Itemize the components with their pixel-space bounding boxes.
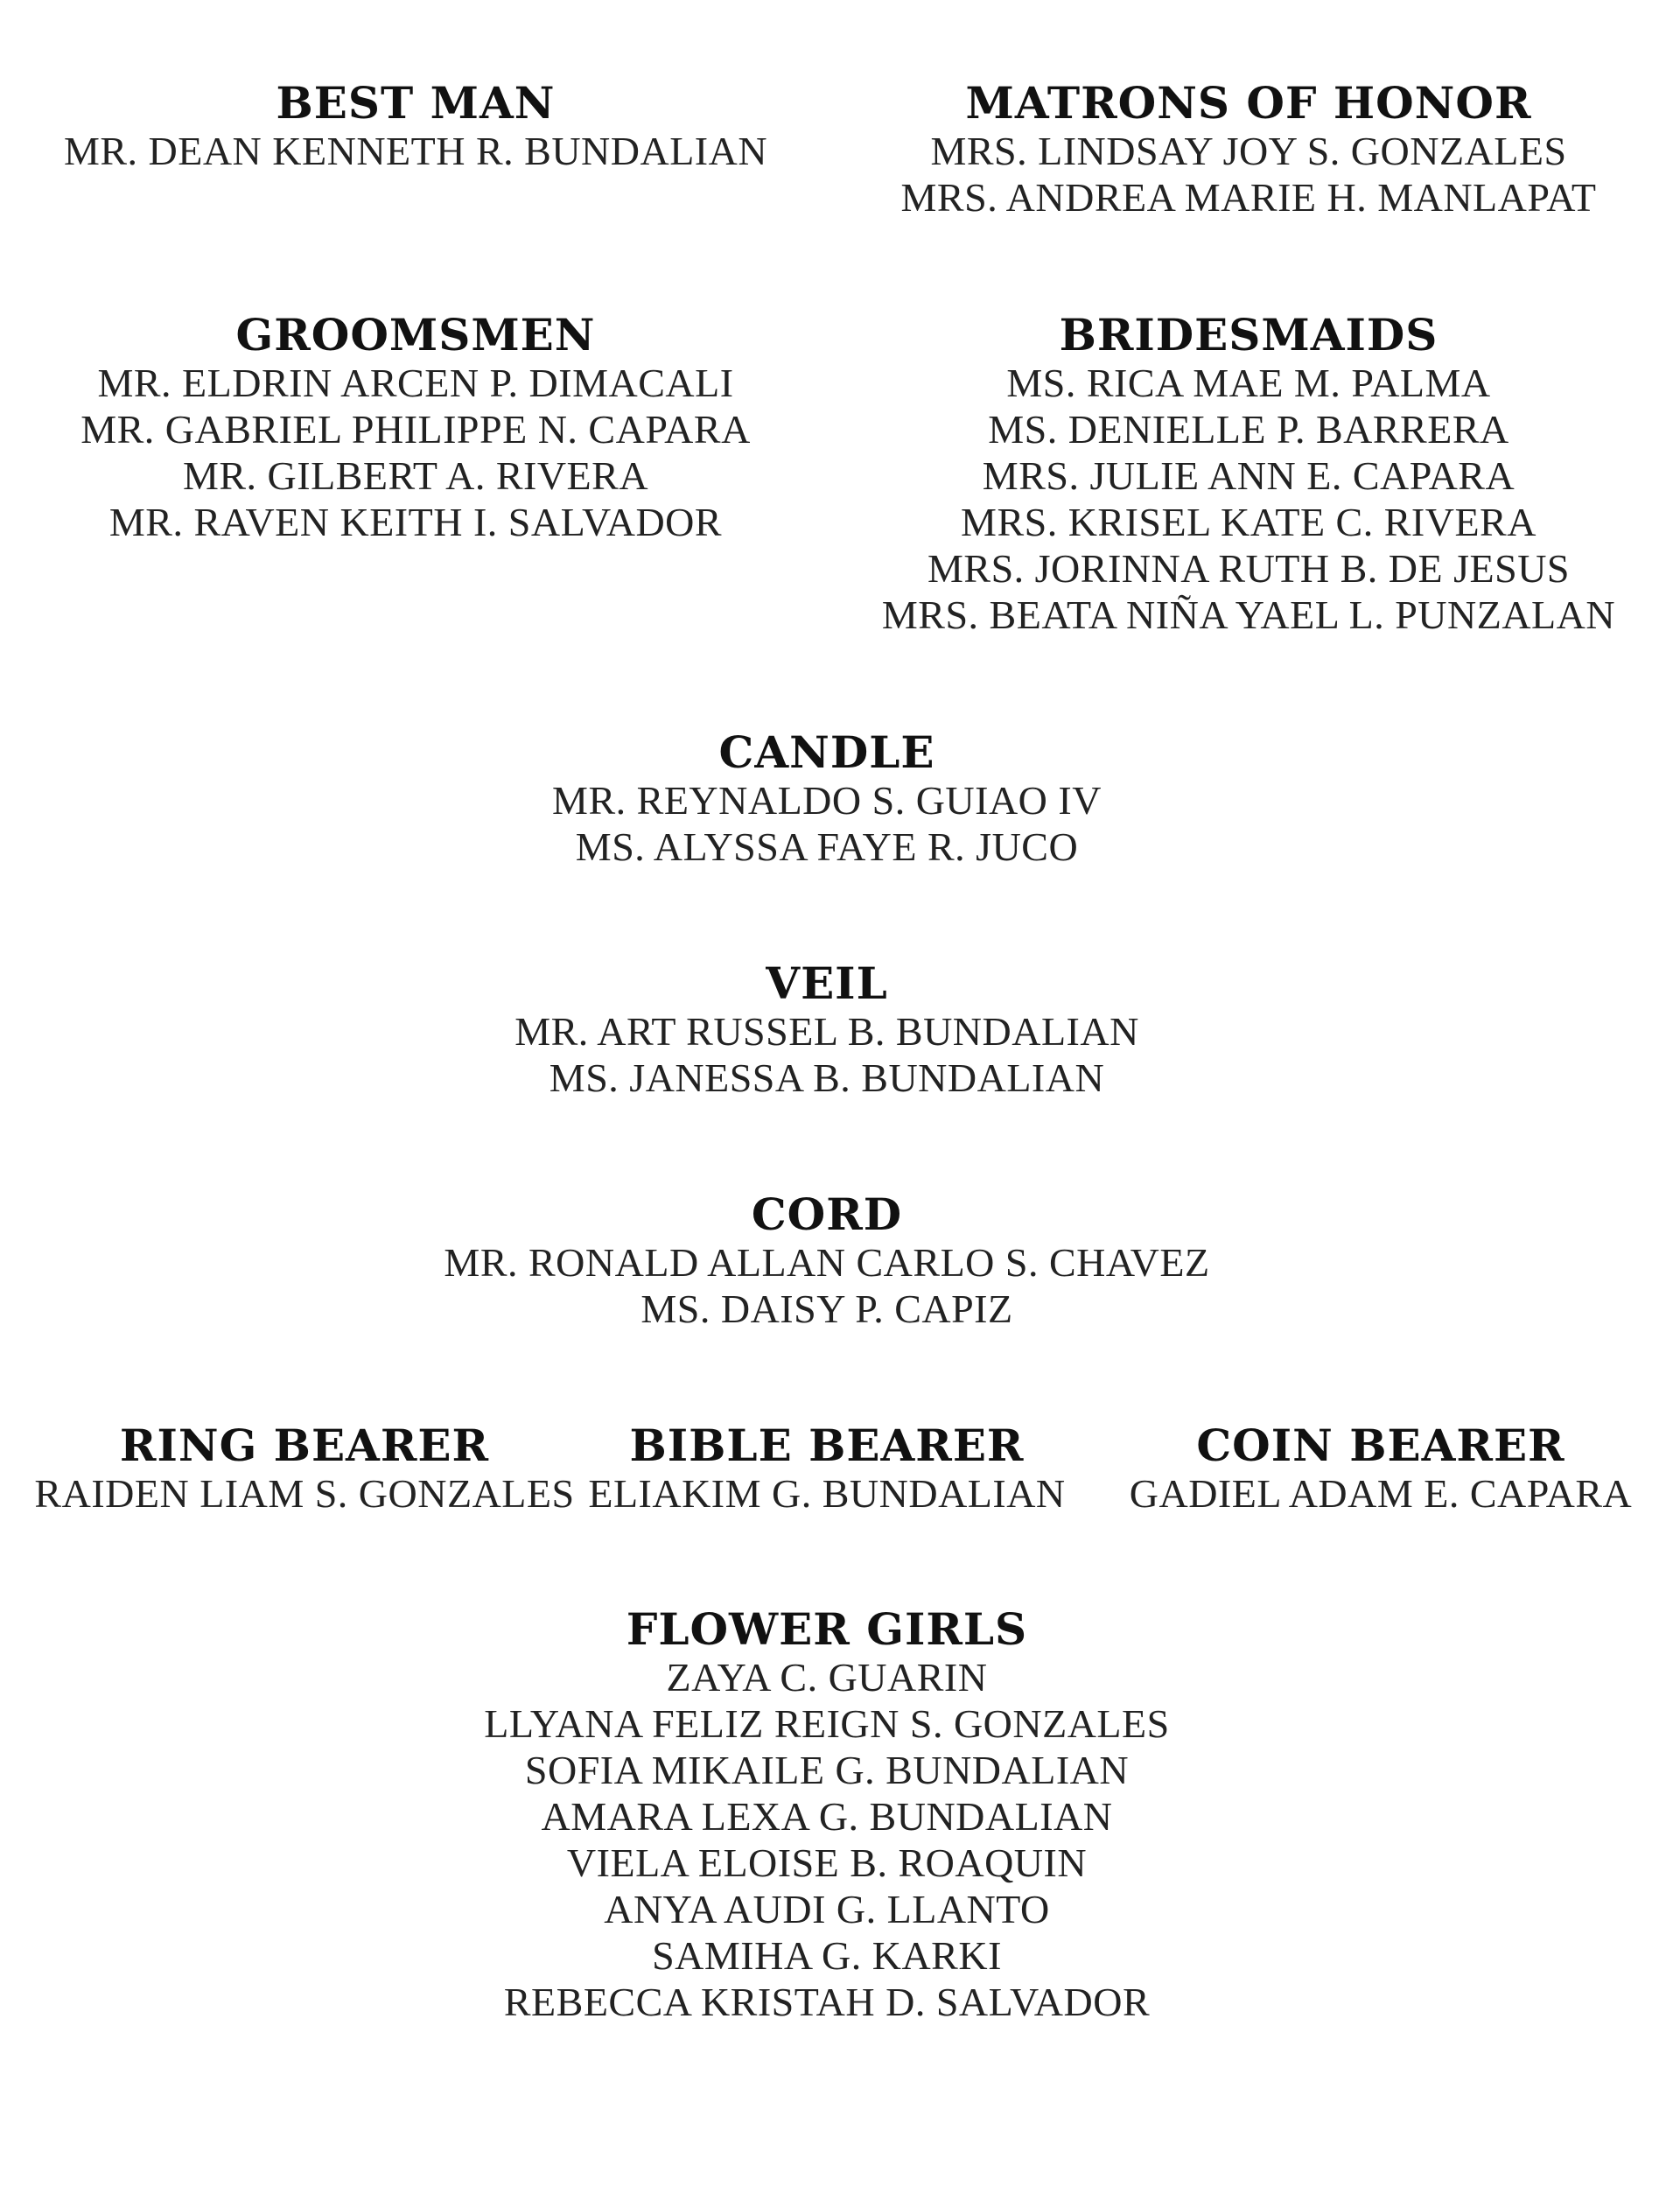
section-matrons-of-honor (901, 79, 1597, 221)
cord-sponsor-name: MR. RONALD ALLAN CARLO S. CHAVEZ (444, 1240, 1210, 1285)
flower-girl-name: ZAYA C. GUARIN (666, 1655, 988, 1700)
bible-bearer-name: ELIAKIM G. BUNDALIAN (588, 1471, 1066, 1516)
matron-name: MRS. LINDSAY JOY S. GONZALES (930, 129, 1567, 173)
flower-girl-name: VIELA ELOISE B. ROAQUIN (566, 1840, 1088, 1885)
bridesmaid-name: MS. DENIELLE P. BARRERA (988, 407, 1509, 452)
flower-girl-name: ANYA AUDI G. LLANTO (604, 1887, 1050, 1931)
flower-girl-name: AMARA LEXA G. BUNDALIAN (541, 1794, 1113, 1839)
flower-girl-name: REBECCA KRISTAH D. SALVADOR (503, 1980, 1151, 2024)
section-best-man (64, 79, 767, 174)
matrons-of-honor-heading: MATRONS OF HONOR (965, 77, 1532, 129)
best-man-heading: BEST MAN (276, 77, 556, 129)
ring-bearer-heading: RING BEARER (119, 1419, 490, 1471)
bridesmaid-name: MS. RICA MAE M. PALMA (1006, 361, 1491, 405)
flower-girl-name: LLYANA FELIZ REIGN S. GONZALES (484, 1701, 1170, 1746)
veil-heading: VEIL (766, 957, 888, 1009)
bridesmaid-name: MRS. BEATA NIÑA YAEL L. PUNZALAN (881, 592, 1616, 637)
bridesmaid-name: MRS. JORINNA RUTH B. DE JESUS (927, 546, 1570, 591)
candle-heading: CANDLE (718, 726, 935, 778)
flower-girls-heading: FLOWER GIRLS (626, 1603, 1028, 1655)
section-veil (514, 959, 1139, 1101)
cord-heading: CORD (751, 1188, 903, 1240)
section-groomsmen (80, 311, 751, 545)
groomsman-name: MR. GILBERT A. RIVERA (182, 453, 649, 498)
veil-sponsor-name: MR. ART RUSSEL B. BUNDALIAN (514, 1009, 1139, 1054)
coin-bearer-heading: COIN BEARER (1196, 1419, 1565, 1471)
bible-bearer-heading: BIBLE BEARER (629, 1419, 1025, 1471)
section-coin-bearer (1130, 1421, 1632, 1517)
bridesmaid-name: MRS. JULIE ANN E. CAPARA (982, 453, 1516, 498)
bridesmaid-name: MRS. KRISEL KATE C. RIVERA (961, 500, 1536, 544)
flower-girl-name: SAMIHA G. KARKI (652, 1933, 1002, 1978)
groomsman-name: MR. RAVEN KEITH I. SALVADOR (108, 500, 723, 544)
section-candle (552, 728, 1102, 870)
ring-bearer-name: RAIDEN LIAM S. GONZALES (34, 1471, 575, 1516)
section-flower-girls (484, 1605, 1169, 2025)
section-ring-bearer (34, 1421, 574, 1517)
section-bible-bearer (588, 1421, 1065, 1517)
groomsman-name: MR. ELDRIN ARCEN P. DIMACALI (97, 361, 734, 405)
groomsmen-heading: GROOMSMEN (235, 309, 596, 361)
candle-sponsor-name: MS. ALYSSA FAYE R. JUCO (575, 824, 1079, 869)
coin-bearer-name: GADIEL ADAM E. CAPARA (1129, 1471, 1633, 1516)
section-bridesmaids (882, 311, 1615, 638)
flower-girl-name: SOFIA MIKAILE G. BUNDALIAN (524, 1748, 1130, 1792)
groomsman-name: MR. GABRIEL PHILIPPE N. CAPARA (80, 407, 751, 452)
candle-sponsor-name: MR. REYNALDO S. GUIAO IV (552, 778, 1102, 823)
section-cord (444, 1190, 1209, 1332)
best-man-name: MR. DEAN KENNETH R. BUNDALIAN (63, 129, 768, 173)
matron-name: MRS. ANDREA MARIE H. MANLAPAT (900, 175, 1597, 220)
cord-sponsor-name: MS. DAISY P. CAPIZ (640, 1286, 1013, 1331)
bridesmaids-heading: BRIDESMAIDS (1059, 309, 1438, 361)
veil-sponsor-name: MS. JANESSA B. BUNDALIAN (549, 1055, 1105, 1100)
